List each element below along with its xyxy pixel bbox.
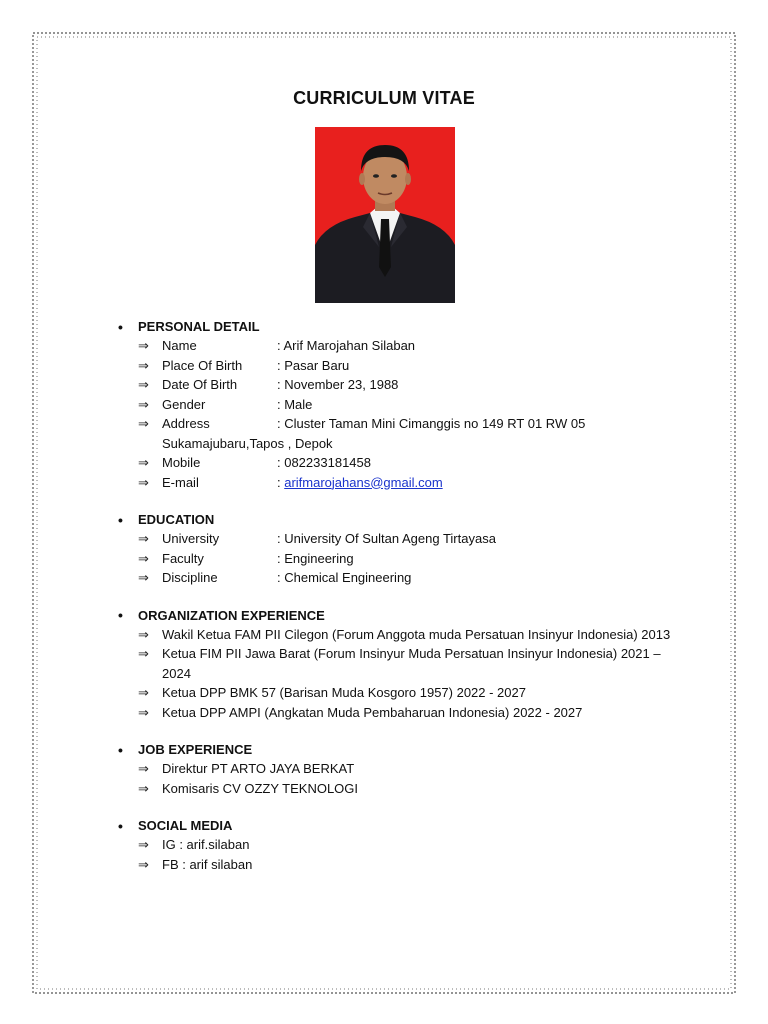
detail-value: : Male xyxy=(277,396,313,412)
organization-item xyxy=(118,625,698,645)
personal-detail-section xyxy=(118,317,698,492)
education-row-discipline xyxy=(118,568,698,588)
detail-row-place-of-birth xyxy=(118,356,698,376)
education-value: : Engineering xyxy=(277,550,354,566)
organization-text: Wakil Ketua FAM PII Cilegon (Forum Anggota muda Persatuan Insinyur Indonesia) 2013 xyxy=(162,626,671,642)
detail-value: : Cluster Taman Mini Cimanggis no 149 RT 01 RW 05 xyxy=(277,416,586,431)
arrow-icon: ⇒ xyxy=(138,761,149,776)
organization-section xyxy=(118,606,698,723)
page-title: CURRICULUM VITAE xyxy=(293,88,475,108)
social-text: IG : arif.silaban xyxy=(162,837,250,852)
portrait-photo xyxy=(315,127,455,303)
arrow-icon: ⇒ xyxy=(138,646,149,661)
arrow-icon: ⇒ xyxy=(138,416,149,431)
detail-value: : Pasar Baru xyxy=(277,357,350,373)
education-label: Discipline xyxy=(162,570,218,585)
arrow-icon: ⇒ xyxy=(138,531,149,546)
education-row-faculty xyxy=(118,549,698,569)
detail-label: Address xyxy=(162,416,210,431)
bullet-icon: • xyxy=(118,817,123,834)
organization-heading: ORGANIZATION EXPERIENCE xyxy=(138,607,325,623)
education-heading: EDUCATION xyxy=(138,512,215,527)
section-heading xyxy=(118,606,698,625)
email-link[interactable]: arifmarojahans@gmail.com xyxy=(284,474,443,490)
job-heading: JOB EXPERIENCE xyxy=(138,742,253,757)
organization-text: Ketua DPP AMPI (Angkatan Muda Pembaharuan Indonesia) 2022 - 2027 xyxy=(162,704,583,720)
detail-value: : November 23, 1988 xyxy=(277,377,399,392)
organization-item xyxy=(118,683,698,703)
personal-detail-heading: PERSONAL DETAIL xyxy=(138,319,260,334)
address-continuation: Sukamajubaru,Tapos , Depok xyxy=(162,435,333,451)
arrow-icon: ⇒ xyxy=(138,396,149,412)
organization-item xyxy=(118,644,698,664)
education-row-university xyxy=(118,529,698,549)
email-prefix: : xyxy=(277,474,285,490)
social-text: FB : arif silaban xyxy=(162,856,253,872)
arrow-icon: ⇒ xyxy=(138,550,149,566)
education-label: University xyxy=(162,531,220,546)
section-heading xyxy=(118,317,698,336)
education-value: : Chemical Engineering xyxy=(277,570,412,585)
detail-row-gender xyxy=(118,395,698,415)
arrow-icon: ⇒ xyxy=(138,626,149,642)
detail-value xyxy=(277,473,698,493)
detail-label: Date Of Birth xyxy=(162,377,238,392)
detail-label: E-mail xyxy=(162,474,199,490)
organization-continuation: 2024 xyxy=(162,665,191,681)
detail-row-name xyxy=(118,336,698,356)
arrow-icon: ⇒ xyxy=(138,704,149,720)
education-section xyxy=(118,510,698,588)
arrow-icon: ⇒ xyxy=(138,837,149,852)
arrow-icon: ⇒ xyxy=(138,780,149,796)
arrow-icon: ⇒ xyxy=(138,856,149,872)
bullet-icon: • xyxy=(118,741,123,758)
detail-row-mobile xyxy=(118,453,698,473)
detail-label: Gender xyxy=(162,396,206,412)
organization-item xyxy=(118,703,698,723)
job-section xyxy=(118,740,698,798)
detail-label: Place Of Birth xyxy=(162,357,243,373)
arrow-icon: ⇒ xyxy=(138,474,149,490)
job-item xyxy=(118,759,698,779)
education-value: : University Of Sultan Ageng Tirtayasa xyxy=(277,531,496,546)
social-media-heading: SOCIAL MEDIA xyxy=(138,818,233,833)
detail-value: : Arif Marojahan Silaban xyxy=(277,338,416,353)
detail-label: Mobile xyxy=(162,455,201,470)
arrow-icon: ⇒ xyxy=(138,357,149,373)
job-text: Direktur PT ARTO JAYA BERKAT xyxy=(162,761,355,776)
social-media-section xyxy=(118,816,698,874)
arrow-icon: ⇒ xyxy=(138,685,149,700)
bullet-icon: • xyxy=(118,318,123,335)
detail-row-address xyxy=(118,414,698,434)
organization-text: Ketua FIM PII Jawa Barat (Forum Insinyur Muda Persatuan Insinyur Indonesia) 2021 – xyxy=(162,646,661,661)
arrow-icon: ⇒ xyxy=(138,455,149,470)
cv-content xyxy=(118,317,698,892)
social-item-ig xyxy=(118,835,698,855)
detail-row-date-of-birth xyxy=(118,375,698,395)
arrow-icon: ⇒ xyxy=(138,570,149,585)
detail-value: : 082233181458 xyxy=(277,455,371,470)
job-text: Komisaris CV OZZY TEKNOLOGI xyxy=(162,780,359,796)
arrow-icon: ⇒ xyxy=(138,377,149,392)
job-item xyxy=(118,779,698,799)
social-item-fb xyxy=(118,855,698,875)
arrow-icon: ⇒ xyxy=(138,338,149,353)
section-heading xyxy=(118,740,698,759)
section-heading xyxy=(118,816,698,835)
bullet-icon: • xyxy=(118,607,123,623)
education-label: Faculty xyxy=(162,550,204,566)
detail-row-email xyxy=(118,473,698,493)
section-heading xyxy=(118,510,698,529)
detail-label: Name xyxy=(162,338,197,353)
organization-text: Ketua DPP BMK 57 (Barisan Muda Kosgoro 1957) 2022 - 2027 xyxy=(162,685,526,700)
bullet-icon: • xyxy=(118,511,123,528)
